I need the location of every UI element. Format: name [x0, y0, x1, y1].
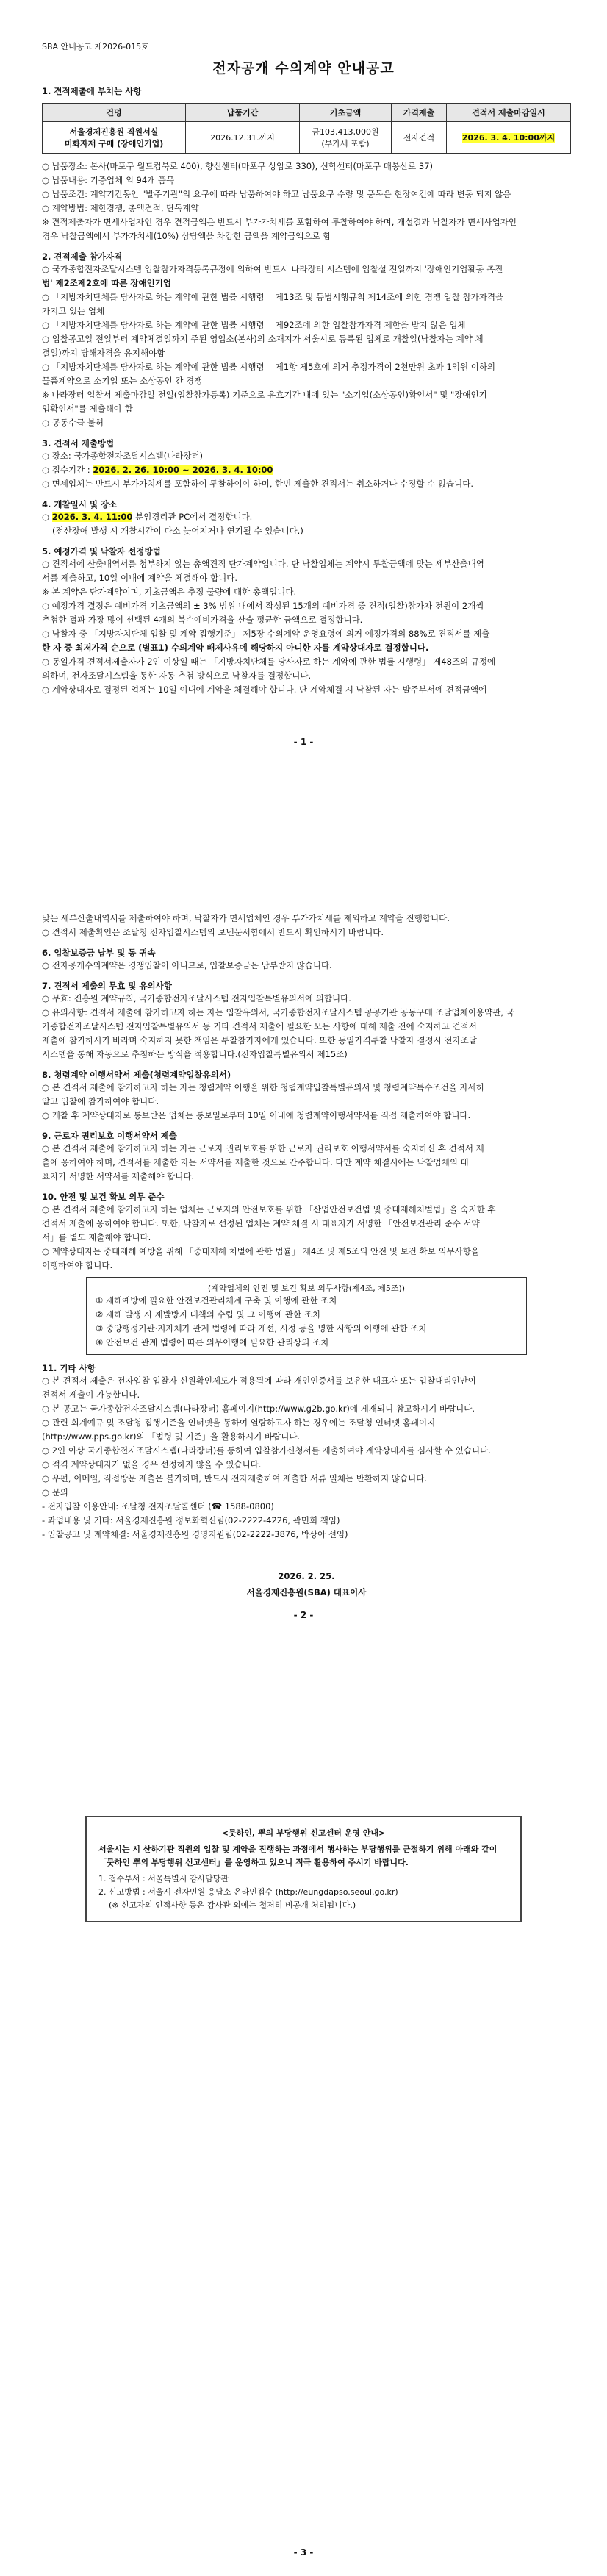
- body-line: ○ 우편, 이메일, 직접방문 제출은 불가하며, 반드시 전자제출하여 제출한 서류 일체는 반환하지 않습니다.: [42, 1473, 427, 1484]
- section-1-heading: 1. 견적제출에 부치는 사항: [42, 86, 142, 96]
- notice-body: 서울시는 시 산하기관 직원의 입찰 및 계약을 진행하는 과정에서 행사하는 부당행위를 근절하기 위해 아래와 같이 「뭇하인 뿌의 부당행위 신고센터」를 운영하고 있으니 적극 활용하여 주시기 바랍니다.: [98, 1845, 498, 1867]
- note-line: 경우 낙찰금액에서 부가가치세(10%) 상당액을 차감한 금액을 계약금액으로 함: [42, 231, 331, 241]
- cell-amount-line1: 금103,413,000원: [312, 127, 379, 137]
- body-line: ○ 관련 회계예규 및 조달청 집행기준을 인터넷을 통하여 열람하고자 하는 경우에는 조달청 인터넷 홈페이지: [42, 1417, 436, 1428]
- body-line: 서」를 별도 제출해야 합니다.: [42, 1232, 151, 1242]
- safety-box-item: ④ 안전보건 관계 법령에 따른 의무이행에 필요한 관리상의 조치: [96, 1337, 329, 1348]
- body-line: ○ 입찰공고일 전일부터 계약체결일까지 주된 영업소(본사)의 소재지가 서울시로 등록된 업체로 개찰일(낙찰자는 계약 체: [42, 334, 484, 344]
- body-line: ○ 2인 이상 국가종합전자조달시스템(나라장터)를 통하여 입찰참가신청서를 제출하여야 계약상대자를 심사할 수 있습니다.: [42, 1445, 491, 1456]
- body-line: ○ 견적서에 산출내역서를 첨부하지 않는 총액견적 단가계약입니다. 단 낙찰업체는 계약시 투찰금액에 맞는 세부산출내역: [42, 559, 484, 569]
- body-line: ○ 본 견적서 제출은 전자입찰 입찰자 신원확인제도가 적용됨에 따라 개인인증서를 보유한 대표자 또는 입찰대리인만이: [42, 1375, 476, 1386]
- contact-line: - 과업내용 및 기타: 서울경제진흥원 정보화혁신팀(02-2222-4226, 곽민희 책임): [42, 1515, 340, 1525]
- section-4-body: [42, 510, 571, 538]
- summary-data-row: [43, 122, 571, 154]
- body-line: 업확인서"를 제출해야 함: [42, 404, 133, 414]
- cell-name-line1: 서울경제진흥원 직원서실: [69, 127, 159, 137]
- misconduct-report-notice: [85, 1816, 522, 1922]
- page-2-content: [42, 912, 571, 1600]
- cell-period: 2026.12.31.까지: [186, 122, 300, 154]
- body-line: ○ 본 공고는 국가종합전자조달시스템(나라장터) 홈페이지(http://www.g2b.go.kr)에 게재되니 참고하시기 바랍니다.: [42, 1403, 475, 1414]
- section-2-body: [42, 262, 571, 430]
- safety-box-title: (계약업체의 안전 및 보건 확보 의무사항(제4조, 제5조)): [207, 1284, 406, 1293]
- body-line: ○ 국가종합전자조달시스템 입찰참가자격등록규정에 의하여 반드시 나라장터 시스템에 입찰설 전일까지 '장애인기업활동 촉진: [42, 264, 503, 274]
- body-line: 가지고 있는 업체: [42, 306, 105, 316]
- body-line: 견적서 제출에 응하여야 합니다. 또한, 낙찰자로 선정된 업체는 계약 체결 시 대표자가 서명한 「안전보건관리 준수 서약: [42, 1218, 480, 1228]
- summary-table: [42, 103, 571, 154]
- body-line: ※ 나라장터 입찰서 제출마감일 전일(입찰참가등록) 기준으로 유효기간 내에 있는 "소기업(소상공인)확인서" 및 "장애인기: [42, 390, 487, 400]
- body-line: ○ 계약상대자는 중대재해 예방을 위해 「중대재해 처벌에 관한 법률」 제4조 및 제5조의 안전 및 보건 확보 의무사항을: [42, 1246, 479, 1256]
- note-line: ○ 계약방법: 제한경쟁, 총액견적, 단독계약: [42, 203, 199, 213]
- body-line: ○ 본 견적서 제출에 참가하고자 하는 자는 청렴계약 이행을 위한 청렴계약입찰특별유의서 및 청렴계약특수조건을 자세히: [42, 1082, 484, 1092]
- body-line: ○ 계약상대자로 결정된 업체는 10일 이내에 계약을 체결해야 합니다. 단 계약체결 시 낙찰된 자는 발주부서에 견적금액에: [42, 684, 487, 695]
- body-line: ○ 본 견적서 제출에 참가하고자 하는 자는 근로자 권리보호를 위한 근로자 권리보호 이행서약서를 숙지하신 후 견적서 제: [42, 1143, 484, 1153]
- body-line: ○ 적격 계약상대자가 없을 경우 선정하지 않을 수 있습니다.: [42, 1459, 262, 1470]
- body-line: ○ 본 견적서 제출에 참가하고자 하는 업체는 근로자의 안전보호를 위한 「산업안전보건법 및 중대재해처벌법」을 숙지한 후: [42, 1204, 496, 1214]
- col-method: 가격제출: [392, 104, 447, 122]
- body-line: ○ 무효: 진흥원 계약규칙, 국가종합전자조달시스템 전자입찰특별유의서에 의합니다.: [42, 993, 351, 1003]
- body-line: 제출에 참가하시기 바라며 숙지하지 못한 책임은 투찰참가자에게 있습니다. 또한 동일가격투찰 낙찰자 결정시 전자조달: [42, 1035, 477, 1045]
- section-5-body: [42, 557, 571, 697]
- note-line: ○ 납품내용: 기증업체 외 94개 품목: [42, 175, 175, 185]
- col-name: 건명: [43, 104, 186, 122]
- safety-obligations-box: [86, 1277, 527, 1355]
- body-line: 추첨한 결과 가장 많이 선택된 4개의 복수예비가격을 산술 평균한 금액으로 결정합니다.: [42, 615, 363, 625]
- col-period: 납품기간: [186, 104, 300, 122]
- deadline-highlight: 2026. 3. 4. 10:00까지: [461, 133, 556, 143]
- body-line: 물품계약으로 소기업 또는 소상공인 간 경쟁: [42, 376, 203, 386]
- section-1-notes: [42, 160, 571, 243]
- notice-item: 2. 신고방법 : 서울시 전자민원 응답소 온라인접수 (http://eungdapso.seoul.go.kr): [98, 1887, 398, 1897]
- body-line: 출에 응하여야 하며, 견적서를 제출한 자는 서약서를 제출한 것으로 간주합니다. 다만 계약 체결시에는 낙찰업체의 대: [42, 1157, 469, 1167]
- body-line: (http://www.pps.go.kr)의 「법령 및 기준」을 활용하시기 바랍니다.: [42, 1431, 301, 1442]
- page-2: [0, 871, 607, 1695]
- section-6-heading: 6. 입찰보증금 납부 및 동 귀속: [42, 948, 156, 958]
- body-line: ○ 낙찰자 중 「지방자치단체 입찰 및 계약 집행기준」 제5장 수의계약 운영요령에 의거 예정가격의 88%로 견적서를 제출: [42, 629, 490, 639]
- col-amount: 기초금액: [300, 104, 392, 122]
- body-line: ○ 「지방자치단체를 당사자로 하는 계약에 관한 법률 시행령」 제1항 제5호에 의거 추정가격이 2천만원 초과 1억원 이하의: [42, 362, 496, 372]
- col-deadline: 견적서 제출마감일시: [447, 104, 571, 122]
- body-line: 알고 입찰에 참가하여야 합니다.: [42, 1096, 159, 1106]
- safety-box-item: ① 재해예방에 필요한 안전보건관리체계 구축 및 이행에 관한 조치: [96, 1295, 337, 1306]
- section-9-heading: 9. 근로자 권리보호 이행서약서 제출: [42, 1131, 177, 1141]
- body-line: ○ 공동수급 불허: [42, 418, 104, 428]
- notice-item: (※ 신고자의 인적사항 등은 감사관 외에는 철저히 비공개 처리됩니다.): [109, 1900, 356, 1910]
- receipt-period-highlight: 2026. 2. 26. 10:00 ~ 2026. 3. 4. 10:00: [93, 465, 273, 475]
- body-line: ○ 전자공개수의계약은 경쟁입찰이 아니므로, 입찰보증금은 납부받지 않습니다.: [42, 960, 332, 970]
- section-5-heading: 5. 예정가격 및 낙찰자 선정방법: [42, 546, 161, 557]
- body-line: ○ 유의사항: 견적서 제출에 참가하고자 하는 자는 입찰유의서, 국가종합전자조달시스템 공공기관 공동구매 조달업체이용약관, 국: [42, 1007, 514, 1017]
- body-line: ○ 장소: 국가종합전자조달시스템(나라장터): [42, 451, 204, 461]
- body-line: (전산장애 발생 시 개찰시간이 다소 늦어지거나 연기될 수 있습니다.): [52, 526, 304, 536]
- notice-item: 1. 접수부서 : 서울특별시 감사담당관: [98, 1874, 229, 1883]
- body-line: ○ 면세업체는 반드시 부가가치세를 포함하여 투찰하여야 하며, 한번 제출한 견적서는 취소하거나 수정할 수 없습니다.: [42, 479, 473, 489]
- body-line: ○ 견적서 제출확인은 조달청 전자입찰시스템의 보낸문서함에서 반드시 확인하시기 바랍니다.: [42, 927, 384, 937]
- cell-name: [43, 122, 186, 154]
- body-line: ○ 문의: [42, 1487, 68, 1498]
- body-line: 맞는 세부산출내역서를 제출하여야 하며, 낙찰자가 면세업체인 경우 부가가치세를 제외하고 계약을 진행합니다.: [42, 913, 450, 923]
- cell-method: 전자견적: [392, 122, 447, 154]
- body-line: 견적서 제출이 가능합니다.: [42, 1389, 140, 1400]
- cell-amount: [300, 122, 392, 154]
- opening-datetime-highlight: 2026. 3. 4. 11:00: [51, 512, 133, 522]
- body-line: ○ 개찰 후 계약상대자로 통보받은 업체는 통보일로부터 10일 이내에 청렴계약이행서약서를 직접 제출하여야 합니다.: [42, 1110, 471, 1120]
- cell-deadline: [447, 122, 571, 154]
- section-2-heading: 2. 견적제출 참가자격: [42, 251, 123, 262]
- body-line: ※ 본 계약은 단가계약이며, 기초금액은 추정 물량에 대한 총액입니다.: [42, 587, 297, 597]
- section-10-heading: 10. 안전 및 보건 확보 의무 준수: [42, 1192, 165, 1202]
- opening-line-rest: 분임경리관 PC에서 결정합니다.: [132, 512, 253, 522]
- section-3-heading: 3. 견적서 제출방법: [42, 438, 115, 448]
- page-number: - 3 -: [293, 2547, 314, 2558]
- body-line: 서를 제출하고, 10일 이내에 계약을 체결해야 합니다.: [42, 573, 238, 583]
- section-3-body: [42, 449, 571, 491]
- page-number: - 2 -: [293, 1610, 314, 1620]
- body-line: 시스템을 통해 자동으로 추첨하는 방식을 적용합니다.(전자입찰특별유의서 제15조): [42, 1049, 348, 1059]
- body-line: 가종합전자조달시스템 전자입찰특별유의서 등 기타 견적서 제출에 필요한 모든 사항에 대해 제출 전에 숙지하고 견적서: [42, 1021, 477, 1031]
- body-line: 의하며, 전자조달시스템을 통한 자동 추첨 방식으로 낙찰자를 결정합니다.: [42, 670, 312, 681]
- signature-block: [42, 1568, 571, 1600]
- document-title: 전자공개 수의계약 안내공고: [212, 60, 395, 76]
- section-7-heading: 7. 견적서 제출의 무효 및 유의사항: [42, 981, 172, 991]
- body-line: 이행하여야 합니다.: [42, 1260, 113, 1270]
- document-number: SBA 안내공고 제2026-015호: [42, 42, 149, 51]
- opening-line: ○ 2026. 3. 4. 11:00 분임경리관 PC에서 결정합니다.: [42, 512, 253, 522]
- issuing-org: 서울경제진흥원(SBA) 대표이사: [246, 1587, 367, 1598]
- notice-title: <뭇하인, 뿌의 부당행위 신고센터 운영 안내>: [221, 1828, 386, 1838]
- body-line: ○ 동일가격 견적서제출자가 2인 이상일 때는 「지방자치단체를 당사자로 하는 계약에 관한 법률 시행령」 제48조의 규정에: [42, 656, 496, 667]
- section-1: [42, 85, 571, 697]
- section-4-heading: 4. 개찰일시 및 장소: [42, 499, 118, 509]
- body-line: 한 자 중 최저가격 순으로 (별표1) 수의계약 배제사유에 해당하지 아니한 자를 계약상대자로 결정합니다.: [42, 643, 429, 653]
- note-line: ※ 견적제출자가 면세사업자인 경우 견적금액은 반드시 부가가치세를 포함하여 투찰하여야 하며, 개설결과 낙찰자가 면세사업자인: [42, 217, 517, 227]
- summary-header-row: [43, 104, 571, 122]
- body-line: ○ 예정가격 결정은 예비가격 기초금액의 ± 3% 범위 내에서 작성된 15개의 예비가격 중 견적(입찰)참가자 전원이 2개씩: [42, 601, 484, 611]
- section-11-heading: 11. 기타 사항: [42, 1363, 96, 1373]
- page-1: [0, 0, 607, 871]
- body-line: ○ 「지방자치단체를 당사자로 하는 계약에 관한 법률 시행령」 제92조에 의한 입찰참가자격 제한을 받지 않은 업체: [42, 320, 466, 330]
- receipt-period-label: ○ 접수기간 :: [42, 465, 93, 475]
- cell-amount-line2: (부가세 포함): [321, 139, 370, 149]
- section-8-heading: 8. 청렴계약 이행서약서 제출(청렴계약입찰유의서): [42, 1070, 231, 1080]
- safety-box-item: ③ 중앙행정기관·지자체가 관계 법령에 따라 개선, 시정 등을 명한 사항의 이행에 관한 조치: [96, 1323, 427, 1334]
- page-number: - 1 -: [293, 737, 314, 747]
- safety-box-item: ② 재해 발생 시 재발방지 대책의 수립 및 그 이행에 관한 조치: [96, 1309, 321, 1320]
- receipt-period-line: [42, 463, 571, 477]
- contact-line: - 전자입찰 이용안내: 조달청 전자조달콜센터 (☎ 1588-0800): [42, 1501, 274, 1511]
- notice-date: 2026. 2. 25.: [278, 1571, 335, 1581]
- note-line: ○ 납품장소: 본사(마포구 월드컵북로 400), 향신센터(마포구 상암로 330), 신학센터(마포구 매봉산로 37): [42, 161, 434, 171]
- contact-line: - 입찰공고 및 계약체결: 서울경제진흥원 경영지원팀(02-2222-3876, 박상아 선임): [42, 1529, 348, 1539]
- body-line: 표자가 서명한 서약서를 제출해야 합니다.: [42, 1171, 195, 1181]
- body-line: ○ 「지방자치단체를 당사자로 하는 계약에 관한 법률 시행령」 제13조 및 동법시행규칙 제14조에 의한 경쟁 입찰 참가자격을: [42, 292, 504, 302]
- body-line: 결일)까지 당해자격을 유지해야함: [42, 348, 165, 358]
- cell-name-line2: 미화자재 구매 (장애인기업): [64, 139, 164, 149]
- note-line: ○ 납품조건: 계약기간동안 "발주기관"의 요구에 따라 납품하여야 하고 납품요구 수량 및 품목은 현장여건에 따라 변동 되지 않음: [42, 189, 511, 199]
- body-line: 법' 제2조제2호에 따른 장애인기업: [42, 278, 171, 288]
- page-3: [0, 1695, 607, 2576]
